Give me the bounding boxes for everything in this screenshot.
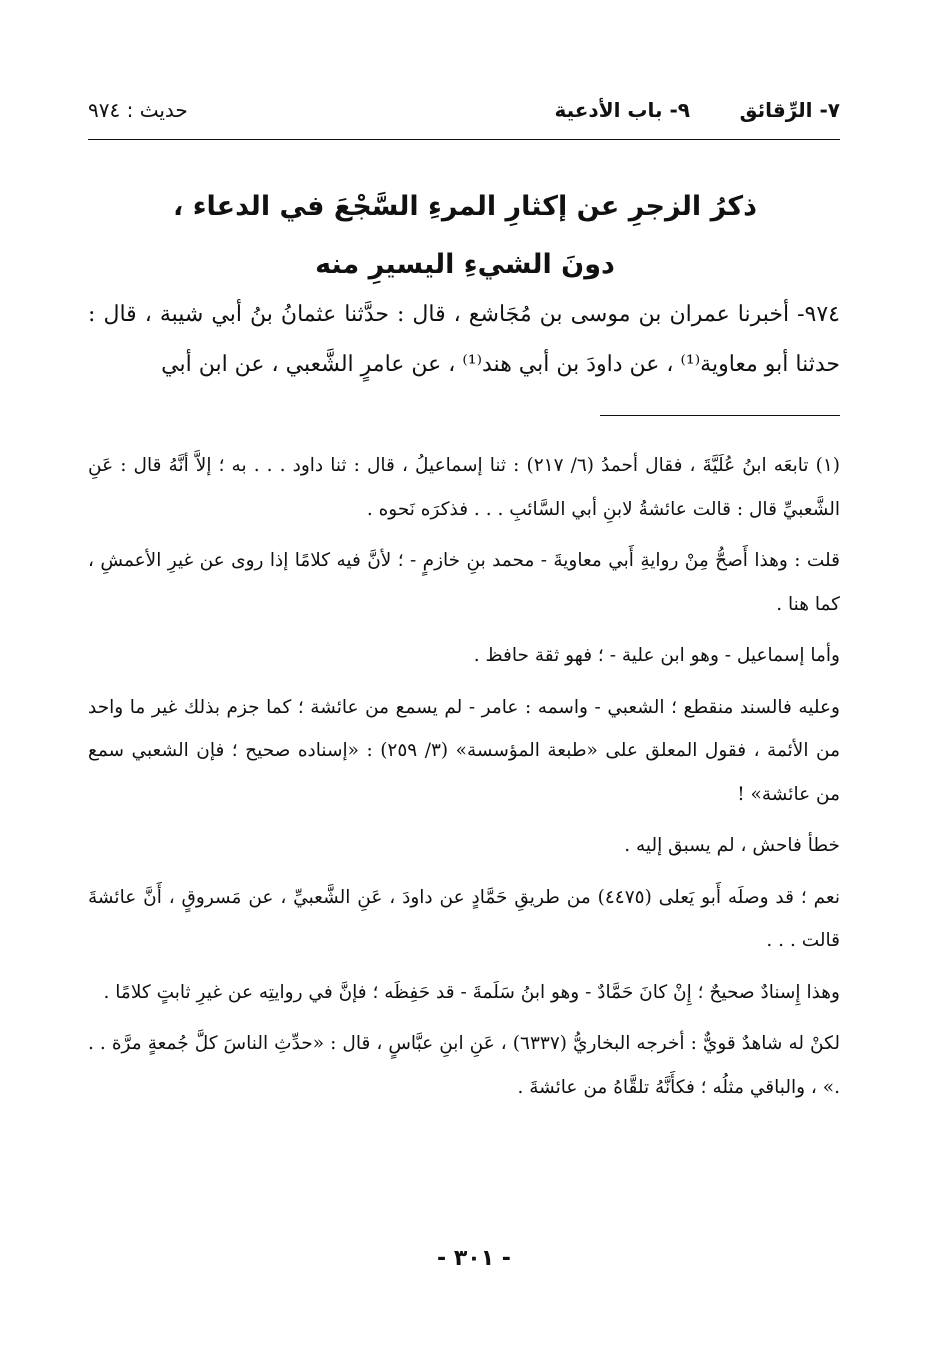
header-chapter-title: ٩- باب الأدعية — [554, 98, 690, 122]
footnote-paragraph: قلت : وهذا أَصحُّ مِنْ روايةِ أَبي معاويةَ - محمد بنِ خازمٍ - ؛ لأنَّ فيه كلامًا إذا روى عن غيرِ الأعمشِ ، كما هنا . — [88, 550, 840, 615]
footnote-paragraph: لكنْ له شاهدٌ قويٌّ : أخرجه البخاريُّ (٦٣٣٧) ، عَنِ ابنِ عبَّاسٍ ، قال : «حدِّثِ الناسَ كلَّ جُمعةٍ مرَّة . . .» ، والباقي مثلُه ؛ فكأَنَّهُ تلقَّاهُ من عائشةَ . — [88, 1033, 840, 1098]
footnote-paragraph: نعم ؛ قد وصلَه أَبو يَعلى (٤٤٧٥) من طريقِ حَمَّادٍ عن داودَ ، عَنِ الشَّعبيِّ ، عن مَسروقٍ ، أَنَّ عائشةَ قالت . . . — [88, 886, 840, 951]
running-header — [88, 98, 840, 134]
hadith-text: ٩٧٤- أخبرنا عمران بن موسى بن مُجَاشع ، قال : حدَّثنا عثمانُ بنُ أبي شيبة ، قال : حدثنا أبو معاوية⁽¹⁾ ، عن داودَ بن أبي هند⁽¹⁾ ، عن عامرٍ الشَّعبي ، عن ابن أبي — [88, 302, 840, 377]
footnote-paragraph: وهذا إِسنادٌ صحيحٌ ؛ إِنْ كانَ حَمَّادٌ - وهو ابنُ سَلَمةَ - قد حَفِظَه ؛ فإنَّ في روايتِه عن غيرِ ثابتٍ كلامًا . — [103, 981, 840, 1003]
header-book-title: ٧- الرِّقائق — [739, 98, 840, 122]
footnote-divider — [600, 415, 840, 416]
footnote-paragraph: وأما إسماعيل - وهو ابن علية - ؛ فهو ثقة حافظ . — [473, 645, 840, 666]
footnote-paragraph: وعليه فالسند منقطع ؛ الشعبي - واسمه : عامر - لم يسمع من عائشة ؛ كما جزم بذلك غير ما واحد من الأئمة ، فقول المعلق على «طبعة المؤسسة» (٣/ ٢٥٩) : «إسناده صحيح ؛ فإن الشعبي سمع من عائشة» ! — [88, 696, 840, 805]
chapter-title: ذكرُ الزجرِ عن إكثارِ المرءِ السَّجْعَ في الدعاء ، دونَ الشيءِ اليسيرِ منه — [173, 191, 757, 280]
footnotes — [88, 444, 840, 1117]
page-number: - ٣٠١ - — [437, 1246, 511, 1271]
footnote-paragraph: خطأ فاحش ، لم يسبق إليه . — [624, 835, 840, 856]
header-hadith-number: حديث : ٩٧٤ — [88, 98, 188, 122]
footnote-paragraph: (١) تابعَه ابنُ عُلَيَّةَ ، فقال أحمدُ (٦/ ٢١٧) : ثنا إسماعيلُ ، قال : ثنا داود . . . به ؛ إلاَّ أنَّهُ قال : عَنِ الشَّعبيِّ قال : قالت عائشةُ لابنِ أبي السَّائبِ . . . فذكرَه نَحوه . — [88, 455, 840, 520]
header-divider — [88, 139, 840, 140]
